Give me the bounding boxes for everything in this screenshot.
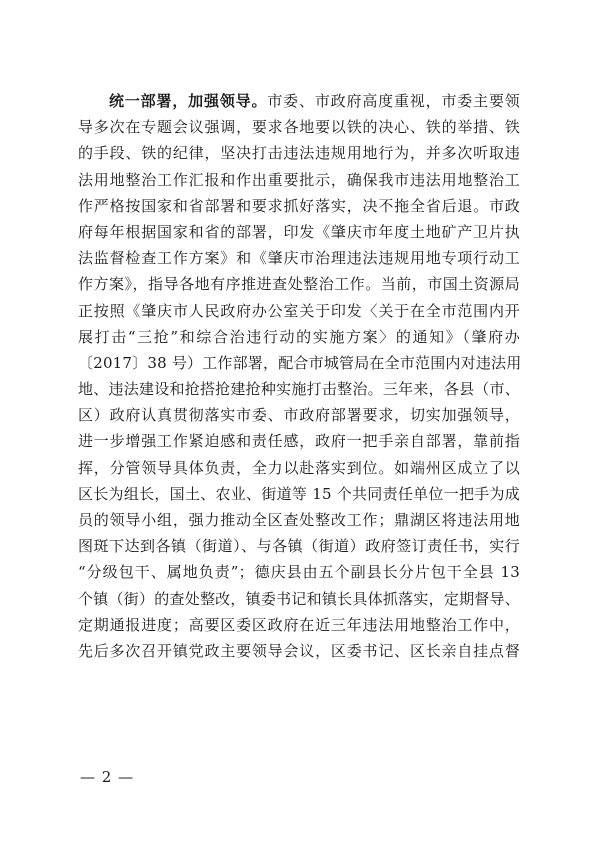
paragraph-line: 区）政府认真贯彻落实市委、市政府部署要求，切实加强领导， <box>78 406 520 425</box>
paragraph-line: 府每年根据国家和省的部署，印发《肇庆市年度土地矿产卫片执 <box>78 222 520 241</box>
paragraph-line: 员的领导小组，强力推动全区查处整改工作；鼎湖区将违法用地 <box>78 511 520 529</box>
paragraph-line: 法用地整治工作汇报和作出重要批示，确保我市违法用地整治工 <box>78 170 520 189</box>
page-number: — 2 — <box>80 768 135 786</box>
paragraph-line: 区长为组长，国土、农业、街道等 15 个共同责任单位一把手为成 <box>78 484 520 503</box>
paragraph-line-text: 市委、市政府高度重视，市委主要领 <box>267 92 520 110</box>
paragraph-line: 进一步增强工作紧迫感和责任感，政府一把手亲自部署，靠前指 <box>78 432 520 451</box>
paragraph-heading: 统一部署，加强领导。 <box>109 92 268 110</box>
paragraph-line: 作方案》，指导各地有序推进查处整治工作。当前，市国土资源局 <box>78 275 520 294</box>
paragraph-line: 图斑下达到各镇（街道）、与各镇（街道）政府签订责任书，实行 <box>78 537 520 556</box>
paragraph-line: 挥，分管领导具体负责，全力以赴落实到位。如端州区成立了以 <box>78 458 520 477</box>
body-paragraph <box>78 88 520 664</box>
paragraph-line: 作严格按国家和省部署和要求抓好落实，决不拖全省后退。市政 <box>78 196 520 215</box>
paragraph-line: 先后多次召开镇党政主要领导会议，区委书记、区长亲自挂点督 <box>78 641 520 660</box>
paragraph-line-1 <box>78 88 520 114</box>
paragraph-line: 法监督检查工作方案》和《肇庆市治理违法违规用地专项行动工 <box>78 249 520 268</box>
paragraph-line: 正按照《肇庆市人民政府办公室关于印发〈关于在全市范围内开 <box>78 301 520 320</box>
paragraph-line: 定期通报进度；高要区委区政府在近三年违法用地整治工作中， <box>78 615 520 634</box>
paragraph-line: 地、违法建设和抢搭抢建抢种实施打击整治。三年来，各县（市、 <box>78 380 520 399</box>
paragraph-line: “分级包干、属地负责”；德庆县由五个副县长分片包干全县 13 <box>78 563 520 582</box>
paragraph-line: 的手段、铁的纪律，坚决打击违法违规用地行为，并多次听取违 <box>78 144 520 163</box>
paragraph-line: 个镇（街）的查处整改，镇委书记和镇长具体抓落实，定期督导、 <box>78 589 520 608</box>
paragraph-line: 导多次在专题会议强调，要求各地要以铁的决心、铁的举措、铁 <box>78 118 520 137</box>
paragraph-line: 展打击“三抢”和综合治违行动的实施方案〉的通知》（肇府办 <box>78 327 520 346</box>
paragraph-line: 〔2017〕38 号）工作部署，配合市城管局在全市范围内对违法用 <box>78 353 522 372</box>
